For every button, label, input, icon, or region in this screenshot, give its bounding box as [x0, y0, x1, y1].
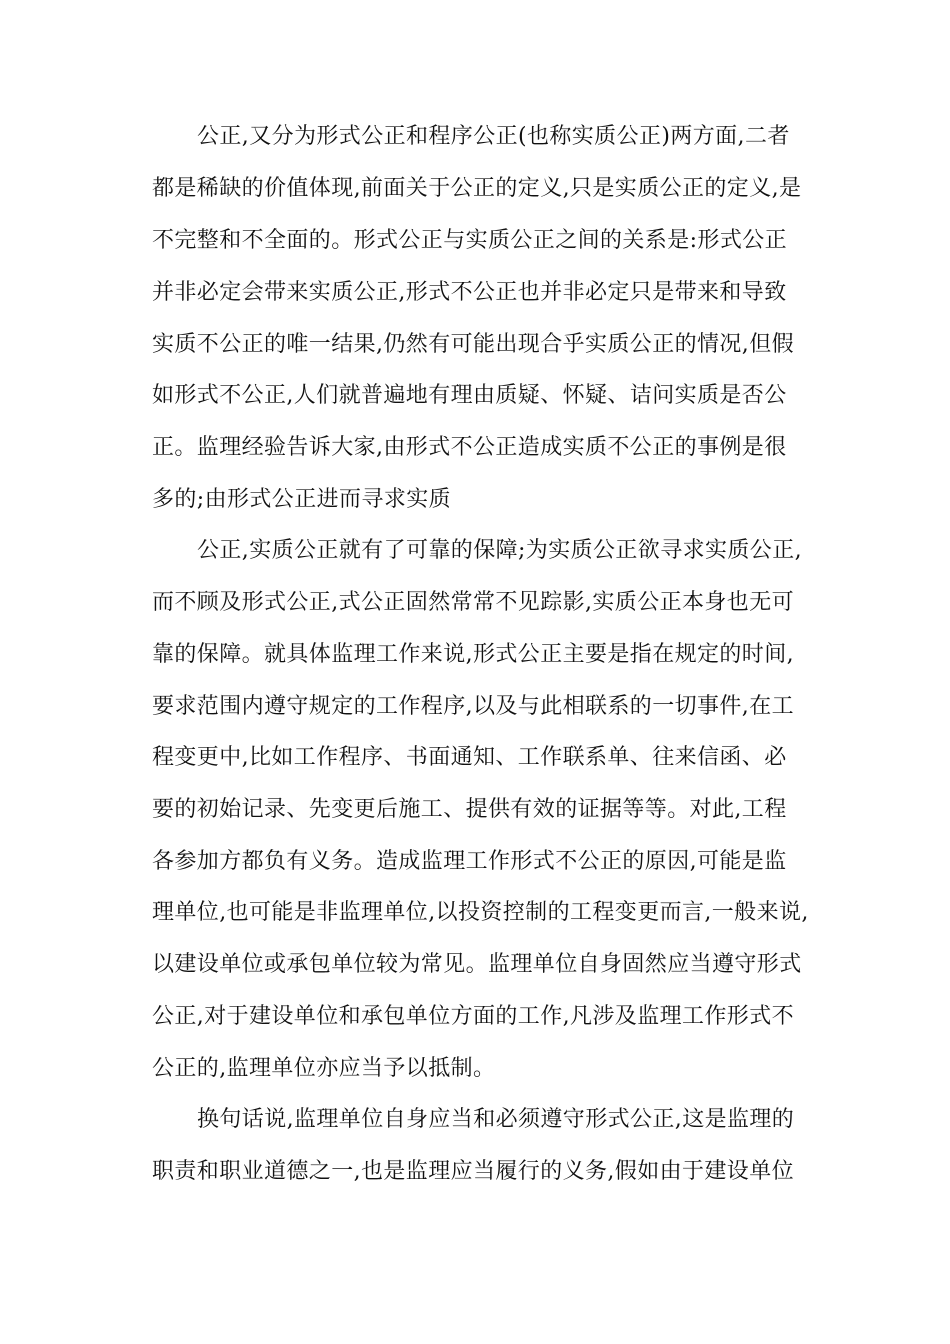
text-line: 理单位,也可能是非监理单位,以投资控制的工程变更而言,一般来说,: [152, 900, 809, 925]
text-line: 不完整和不全面的。形式公正与实质公正之间的关系是:形式公正: [152, 228, 788, 253]
text-line: 职责和职业道德之一,也是监理应当履行的义务,假如由于建设单位: [152, 1159, 794, 1184]
text-line: 多的;由形式公正进而寻求实质: [152, 487, 452, 512]
text-line: 都是稀缺的价值体现,前面关于公正的定义,只是实质公正的定义,是: [152, 176, 802, 201]
text-line: 要的初始记录、先变更后施工、提供有效的证据等等。对此,工程: [152, 797, 787, 822]
text-line: 公正,实质公正就有了可靠的保障;为实质公正欲寻求实质公正,: [197, 538, 803, 563]
text-line: 实质不公正的唯一结果,仍然有可能出现合乎实质公正的情况,但假: [152, 332, 794, 357]
text-line: 靠的保障。就具体监理工作来说,形式公正主要是指在规定的时间,: [152, 642, 794, 667]
text-line: 公正,对于建设单位和承包单位方面的工作,凡涉及监理工作形式不: [152, 1004, 794, 1029]
text-line: 要求范围内遵守规定的工作程序,以及与此相联系的一切事件,在工: [152, 694, 794, 719]
text-line: 各参加方都负有义务。造成监理工作形式不公正的原因,可能是监: [152, 849, 787, 874]
text-line: 如形式不公正,人们就普遍地有理由质疑、怀疑、诘问实质是否公: [152, 383, 787, 408]
text-line: 并非必定会带来实质公正,形式不公正也并非必定只是带来和导致: [152, 280, 787, 305]
text-line: 换句话说,监理单位自身应当和必须遵守形式公正,这是监理的: [197, 1107, 795, 1132]
text-line: 以建设单位或承包单位较为常见。监理单位自身固然应当遵守形式: [152, 952, 802, 977]
text-line: 程变更中,比如工作程序、书面通知、工作联系单、往来信函、必: [152, 745, 787, 770]
text-line: 公正的,监理单位亦应当予以抵制。: [152, 1056, 496, 1081]
text-line: 正。监理经验告诉大家,由形式不公正造成实质不公正的事例是很: [152, 435, 787, 460]
text-line: 公正,又分为形式公正和程序公正(也称实质公正)两方面,二者: [197, 124, 790, 149]
text-line: 而不顾及形式公正,式公正固然常常不见踪影,实质公正本身也无可: [152, 590, 794, 615]
